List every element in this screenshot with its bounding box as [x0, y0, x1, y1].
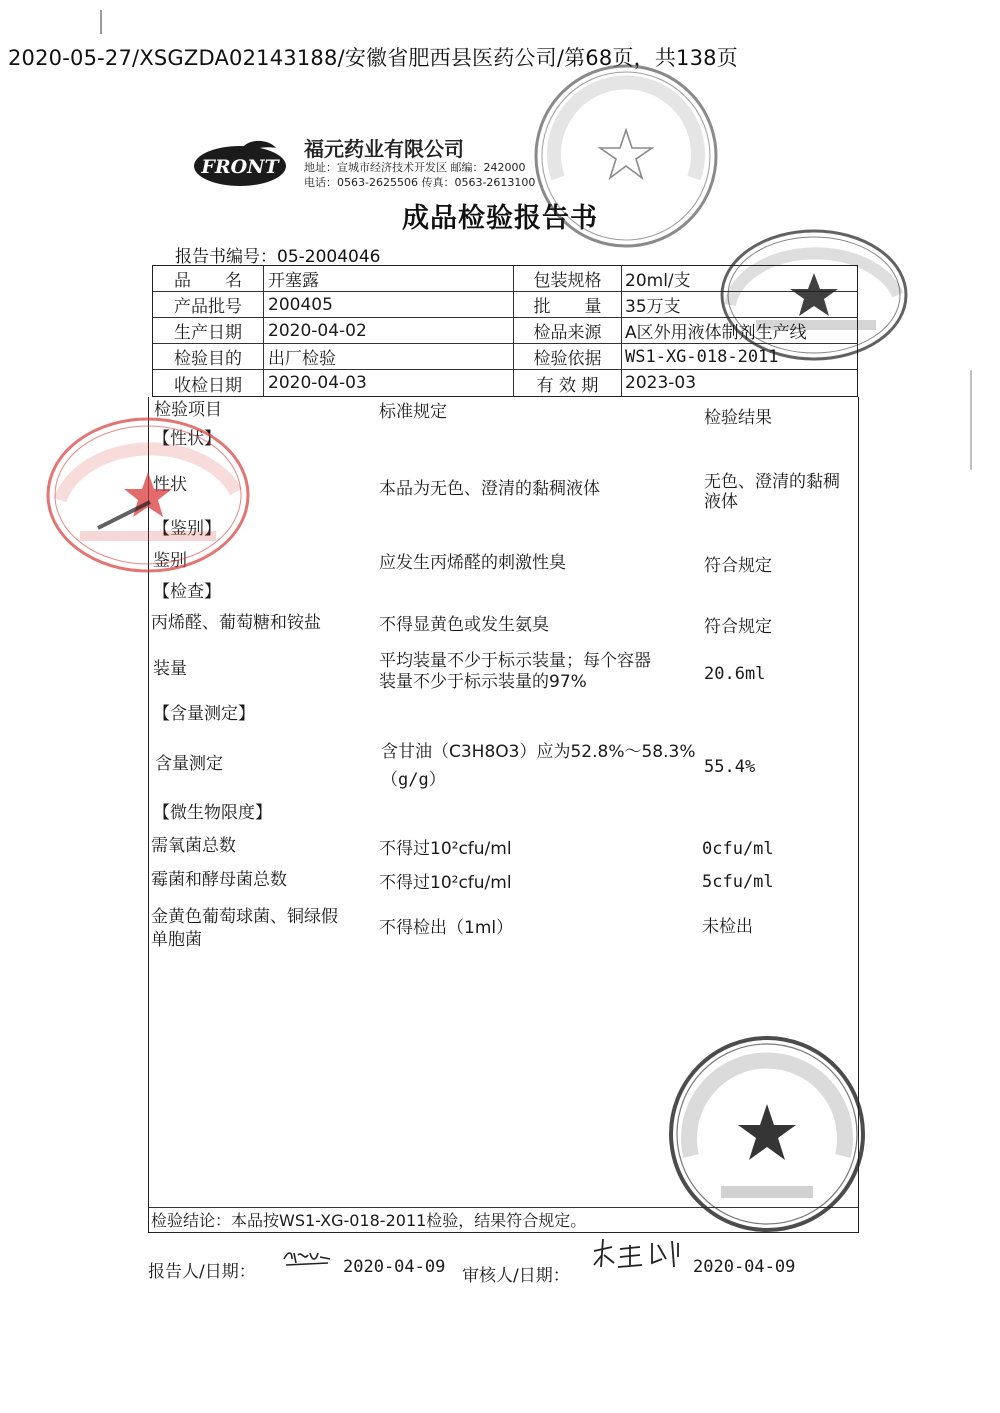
- reporter-label: 报告人/日期：: [148, 1262, 256, 1282]
- row-standard: 不得检出（1ml）: [379, 918, 514, 938]
- row-item: 金黄色葡萄球菌、铜绿假: [151, 907, 338, 927]
- row-standard: 装量不少于标示装量的97%: [379, 672, 587, 692]
- section-heading: 【含量测定】: [153, 704, 255, 724]
- report-number: 报告书编号：05-2004046: [175, 247, 381, 267]
- reporter-date: 2020-04-09: [343, 1257, 446, 1277]
- row-standard: （g/g）: [381, 770, 446, 790]
- row-standard: 本品为无色、澄清的黏稠液体: [379, 479, 600, 499]
- company-address: 地址：宣城市经济技术开发区 邮编：242000: [304, 161, 526, 174]
- info-value: 2020-04-03: [264, 370, 514, 396]
- scan-mark: [100, 10, 102, 34]
- document-header-line: 2020-05-27/XSGZDA02143188/安徽省肥西县医药公司/第68页，共138页: [8, 46, 738, 70]
- section-heading: 【鉴别】: [153, 519, 221, 539]
- info-label: 有 效 期: [514, 370, 622, 396]
- logo-text: FRONT: [201, 156, 279, 178]
- row-standard: 含甘油（C3H8O3）应为52.8%～58.3%: [381, 742, 696, 762]
- info-label: 检验目的: [153, 344, 264, 369]
- info-label: 批 量: [514, 292, 622, 317]
- info-label: 品 名: [153, 266, 264, 291]
- info-value: 200405: [264, 292, 514, 317]
- front-logo: [192, 140, 288, 188]
- row-result: 0cfu/ml: [702, 839, 774, 859]
- row-item: 需氧菌总数: [151, 836, 236, 856]
- row-item: 霉菌和酵母菌总数: [151, 870, 287, 890]
- row-item: 丙烯醛、葡萄糖和铵盐: [151, 613, 321, 633]
- section-heading: 【性状】: [153, 429, 221, 449]
- info-value: 20ml/支: [625, 271, 691, 291]
- row-item: 装量: [153, 659, 187, 679]
- info-row: [153, 370, 857, 396]
- info-value: 2023-03: [625, 373, 697, 393]
- info-value: A区外用液体制剂生产线: [625, 323, 807, 343]
- info-value: WS1-XG-018-2011: [625, 346, 779, 367]
- info-label: 检品来源: [514, 318, 622, 343]
- row-item: 性状: [153, 475, 187, 495]
- company-quality-stamp-top: [528, 58, 724, 254]
- row-item: 鉴别: [153, 551, 187, 571]
- info-label: 包装规格: [514, 266, 622, 291]
- row-result: 未检出: [702, 917, 753, 937]
- row-standard: 不得过10²cfu/ml: [379, 873, 512, 893]
- row-item: 含量测定: [155, 754, 223, 774]
- signature-footer: [0, 1253, 1000, 1293]
- section-heading: 【微生物限度】: [153, 803, 272, 823]
- reviewer-label: 审核人/日期：: [462, 1266, 570, 1286]
- info-value: 2020-04-02: [264, 318, 514, 343]
- row-result: 55.4%: [704, 757, 756, 777]
- column-header-result: 检验结果: [704, 408, 772, 428]
- row-standard: 平均装量不少于标示装量；每个容器: [379, 651, 651, 671]
- inspection-conclusion: 检验结论：本品按WS1-XG-018-2011检验，结果符合规定。: [151, 1211, 587, 1230]
- info-label: 检验依据: [514, 344, 622, 369]
- row-item: 单胞菌: [151, 930, 202, 950]
- reviewer-date: 2020-04-09: [693, 1257, 796, 1277]
- section-heading: 【检查】: [153, 582, 221, 602]
- column-header-item: 检验项目: [154, 400, 222, 420]
- company-contact: 电话：0563-2625506 传真：0563-2613100: [304, 176, 536, 189]
- reporter-signature: [282, 1247, 332, 1269]
- company-quality-stamp-bottom: [665, 1032, 869, 1236]
- scan-mark: [970, 370, 972, 470]
- row-standard: 应发生丙烯醛的刺激性臭: [379, 553, 566, 573]
- distributor-stamp-right: [716, 225, 912, 365]
- row-result: 5cfu/ml: [702, 872, 774, 892]
- info-value: 35万支: [625, 297, 681, 317]
- row-result: 符合规定: [704, 617, 772, 637]
- row-result: 无色、澄清的黏稠: [704, 472, 840, 492]
- document-title: 成品检验报告书: [402, 203, 598, 234]
- info-value: 出厂检验: [264, 344, 514, 369]
- row-standard: 不得显黄色或发生氨臭: [379, 615, 549, 635]
- info-label: 收检日期: [153, 370, 264, 396]
- info-label: 生产日期: [153, 318, 264, 343]
- column-header-standard: 标准规定: [379, 402, 447, 422]
- row-result: 液体: [704, 492, 738, 512]
- info-value: 开塞露: [264, 266, 514, 291]
- info-label: 产品批号: [153, 292, 264, 317]
- row-standard: 不得过10²cfu/ml: [379, 839, 512, 859]
- row-result: 符合规定: [704, 556, 772, 576]
- distributor-stamp-left-red: [40, 410, 256, 580]
- reviewer-signature: [590, 1237, 685, 1271]
- company-name: 福元药业有限公司: [304, 137, 464, 161]
- row-result: 20.6ml: [704, 664, 766, 684]
